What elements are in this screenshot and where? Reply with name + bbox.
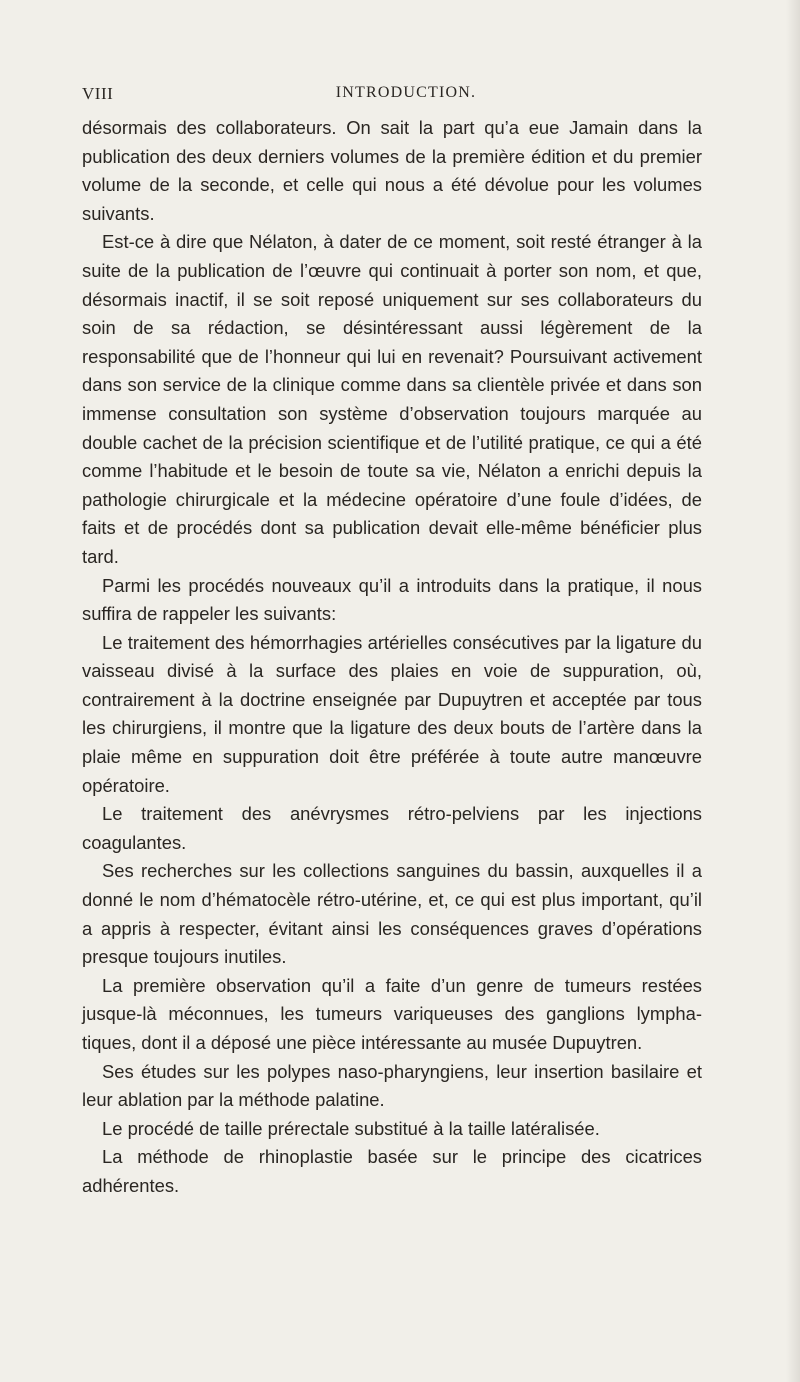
running-head (82, 84, 702, 112)
running-title: INTRODUCTION. (335, 84, 477, 101)
page-edge-shadow (786, 0, 800, 1382)
page-number: VIII (82, 84, 114, 103)
paragraph: Le traitement des hémorrhagies artérielles consécutives par la ligature du vaisseau divisé à la surface des plaies en voie de suppuration, où, contrairement à la doctrine enseignée par Dupuytren et acceptée par tous les chirurgiens, il montre que la ligature des deux bouts de l’artère dans la plaie même en suppuration doit être préférée à toute autre manœuvre opératoire. (82, 631, 702, 796)
paragraph: La première observation qu’il a faite d’un genre de tumeurs restées jusque-là méconnues, les tumeurs variqueuses des ganglions lymphatiques, dont il a déposé une pièce intéressante au musée Dupuytren. (82, 974, 702, 1053)
paragraph: La méthode de rhinoplastie basée sur le principe des cicatrices adhérentes. (82, 1146, 702, 1196)
paragraph: désormais des collaborateurs. On sait la part qu’a eue Jamain dans la publication des deux derniers volumes de la première édition et du premier volume de la seconde, et celle qui nous a été dévolue pour les volumes suivants. (82, 117, 702, 224)
body-text (82, 114, 702, 1201)
paragraph: Est-ce à dire que Nélaton, à dater de ce moment, soit resté étranger à la suite de la publication de l’œuvre qui continuait à porter son nom, et que, désormais inactif, il se soit reposé uniquement sur ses collaborateurs du soin de sa rédaction, se désintéressant aussi légèrement de la responsabilité que de l’honneur qui lui en revenait? Poursuivant activement dans son service de la clinique comme dans sa clientèle privée et dans son immense consultation son système d’observation toujours marquée au double cachet de la précision scientifique et de l’utilité pratique, ce qui a été comme l’habitude et le besoin de toute sa vie, Nélaton a enrichi depuis la pathologie chirurgicale et la médecine opératoire d’une foule d’idées, de faits et de procédés dont sa publication devait elle-même bénéficier plus tard. (82, 231, 702, 567)
paragraph: Le traitement des anévrysmes rétro-pelviens par les injections coagulantes. (82, 803, 702, 853)
paragraph: Le procédé de taille prérectale substitué à la taille latéralisée. (102, 1117, 600, 1139)
paragraph: Ses études sur les polypes naso-pharyngiens, leur insertion basilaire et leur ablation par la méthode palatine. (82, 1060, 702, 1111)
paragraph: Ses recherches sur les collections sanguines du bassin, auxquelles il a donné le nom d’hématocèle rétro-utérine, et, ce qui est plus important, qu’il a appris à respecter, évitant ainsi les conséquences graves d’opérations presque toujours inutiles. (82, 860, 702, 968)
paragraph: Parmi les procédés nouveaux qu’il a introduits dans la pratique, il nous suffira de rappeler les suivants: (82, 574, 702, 625)
